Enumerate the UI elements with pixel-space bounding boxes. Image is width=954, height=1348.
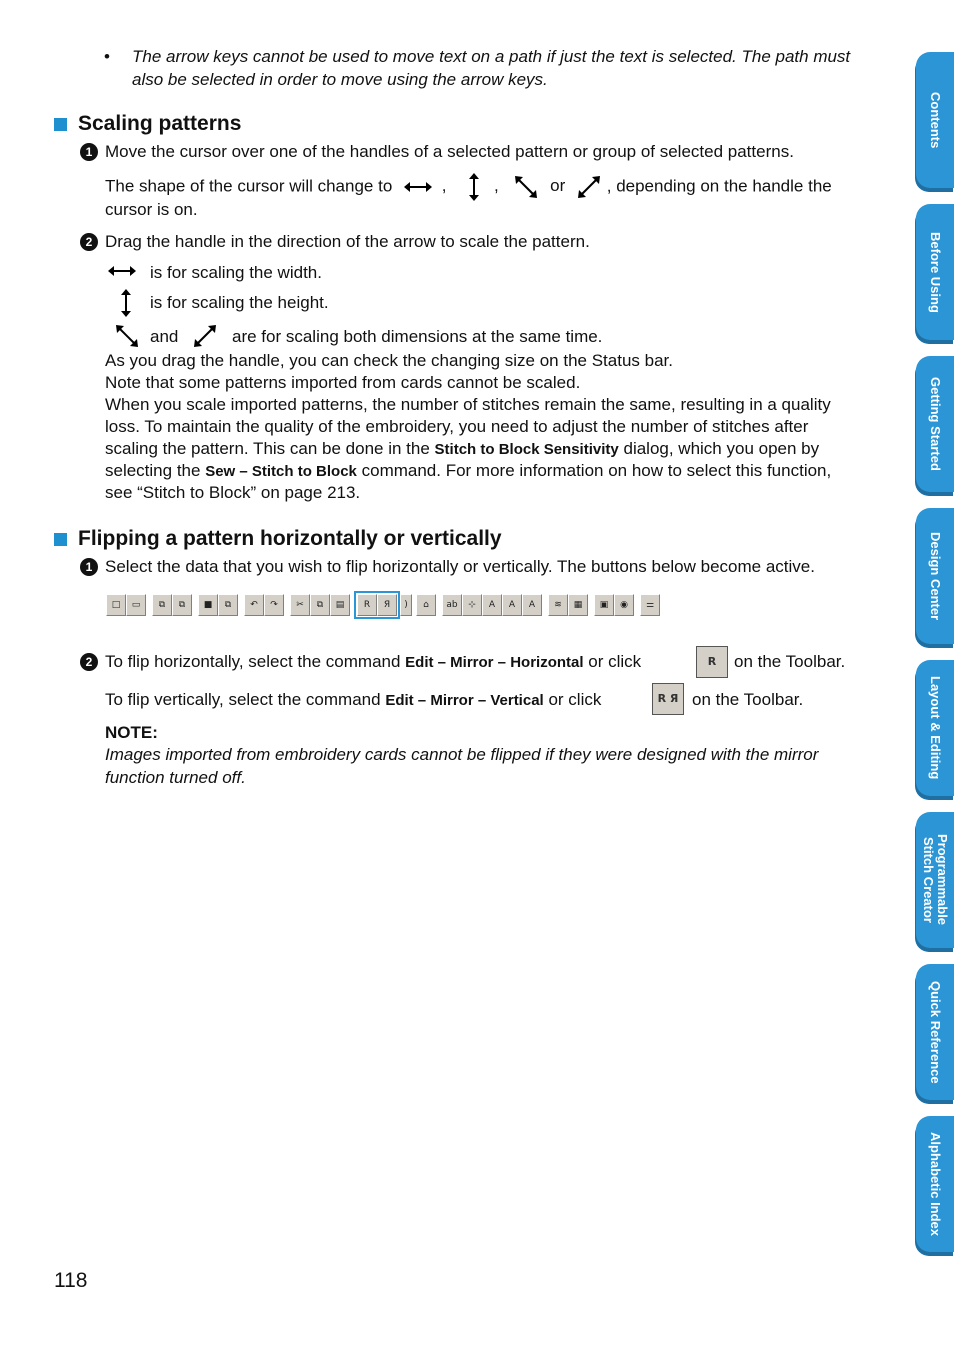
diagonal-nwse-cursor-icon bbox=[513, 174, 539, 200]
section-square-icon bbox=[54, 118, 67, 131]
tab-label: Getting Started bbox=[928, 377, 943, 471]
copy-icon[interactable]: ⧉ bbox=[310, 594, 330, 616]
tab-label: Quick Reference bbox=[928, 980, 943, 1084]
both-text: are for scaling both dimensions at the same time. bbox=[232, 327, 603, 346]
tab-contents[interactable] bbox=[916, 52, 954, 188]
step-number-1b: 1 bbox=[80, 558, 98, 576]
comma-1: , bbox=[441, 176, 447, 196]
step-number-2b: 2 bbox=[80, 653, 98, 671]
scaling-p3-line5: see “Stitch to Block” on page 213. bbox=[105, 483, 361, 502]
text-arc-icon[interactable]: A bbox=[522, 594, 542, 616]
edit-mirror-vertical-command: Edit – Mirror – Vertical bbox=[385, 692, 544, 709]
tab-quick-reference[interactable] bbox=[916, 964, 954, 1100]
flipping-step1-text: Select the data that you wish to flip horizontally or vertically. The buttons below become active. bbox=[105, 557, 815, 576]
text-vertical-icon[interactable]: A bbox=[502, 594, 522, 616]
flip-h-b: or click bbox=[588, 652, 642, 671]
tab-label: Design Center bbox=[928, 531, 943, 621]
diagonal-nwse-icon bbox=[114, 323, 140, 349]
import-icon[interactable]: ⧉ bbox=[152, 594, 172, 616]
realistic-preview-icon[interactable]: ◉ bbox=[614, 594, 634, 616]
open-file-icon[interactable]: ▭ bbox=[126, 594, 146, 616]
comma-2: , bbox=[493, 176, 499, 196]
tab-label: Before Using bbox=[928, 231, 943, 313]
or-word: or bbox=[550, 176, 566, 196]
cursor-line-a: The shape of the cursor will change to bbox=[105, 176, 393, 196]
stitch-to-block-sensitivity-command: Stitch to Block Sensitivity bbox=[434, 441, 619, 458]
text-path-icon[interactable]: ⊹ bbox=[462, 594, 482, 616]
page-number: 118 bbox=[54, 1269, 88, 1292]
tab-before-using[interactable] bbox=[916, 204, 954, 340]
mirror-horizontal-button-icon[interactable]: R bbox=[696, 646, 728, 678]
height-text: is for scaling the height. bbox=[150, 293, 329, 312]
width-text: is for scaling the width. bbox=[150, 263, 322, 282]
text-abc-icon[interactable]: A bbox=[482, 594, 502, 616]
mirror-vertical-button-icon[interactable]: R Я bbox=[652, 683, 684, 715]
flip-horizontal-line bbox=[105, 651, 641, 674]
tab-design-center[interactable] bbox=[916, 508, 954, 644]
vertical-resize-icon bbox=[117, 288, 135, 318]
text-icon[interactable]: ab bbox=[442, 594, 462, 616]
tab-getting-started[interactable] bbox=[916, 356, 954, 492]
rotate-icon[interactable]: ) bbox=[400, 594, 412, 616]
note-line1: Images imported from embroidery cards cannot be flipped if they were designed with the mirror bbox=[105, 745, 819, 764]
section-square-icon-2 bbox=[54, 533, 67, 546]
scaling-p3-line4 bbox=[105, 460, 831, 483]
flip-h-c: on the Toolbar. bbox=[734, 652, 846, 671]
import2-icon[interactable]: ⧉ bbox=[172, 594, 192, 616]
tab-label: Programmable Stitch Creator bbox=[921, 834, 950, 926]
tab-layout-editing[interactable] bbox=[916, 660, 954, 796]
scaling-step1-text: Move the cursor over one of the handles of a selected pattern or group of selected patterns. bbox=[105, 142, 794, 161]
p3-line3-b: dialog, which you open by bbox=[623, 439, 820, 458]
pattern-icon[interactable]: ≋ bbox=[548, 594, 568, 616]
toolbar bbox=[106, 593, 660, 617]
scaling-p3-line3 bbox=[105, 438, 819, 461]
cursor-line-c: cursor is on. bbox=[105, 200, 198, 219]
tab-label: Layout & Editing bbox=[928, 676, 943, 780]
cursor-line-b: , depending on the handle the bbox=[606, 176, 832, 196]
preview-icon[interactable]: ▣ bbox=[594, 594, 614, 616]
tab-programmable-stitch-creator[interactable] bbox=[916, 812, 954, 948]
paste-icon[interactable]: ▤ bbox=[330, 594, 350, 616]
horizontal-resize-cursor-icon bbox=[403, 179, 433, 195]
horizontal-resize-icon bbox=[107, 263, 137, 279]
note-label: NOTE: bbox=[105, 723, 158, 742]
flip-vertical-line bbox=[105, 689, 601, 712]
scaling-p3-line1: When you scale imported patterns, the number of stitches remain the same, resulting in a quality bbox=[105, 395, 831, 414]
tab-label: Contents bbox=[928, 91, 943, 149]
vertical-resize-cursor-icon bbox=[465, 172, 483, 202]
p3-line4-a: selecting the bbox=[105, 461, 201, 480]
bullet-note-line1: The arrow keys cannot be used to move text on a path if just the text is selected. The path must bbox=[132, 47, 851, 66]
and-word: and bbox=[150, 327, 179, 346]
stitch-icon[interactable]: ▦ bbox=[568, 594, 588, 616]
mirror-horizontal-icon[interactable]: R bbox=[357, 594, 377, 616]
step-number-2: 2 bbox=[80, 233, 98, 251]
sew-icon[interactable]: ⚌ bbox=[640, 594, 660, 616]
diagonal-nesw-cursor-icon bbox=[576, 174, 602, 200]
save-as-icon[interactable]: ⧉ bbox=[218, 594, 238, 616]
bullet-symbol: • bbox=[104, 47, 110, 66]
sew-stitch-to-block-command: Sew – Stitch to Block bbox=[205, 463, 357, 480]
scaling-step2-text: Drag the handle in the direction of the arrow to scale the pattern. bbox=[105, 232, 590, 251]
step-number-1: 1 bbox=[80, 143, 98, 161]
select-icon[interactable]: ⌂ bbox=[416, 594, 436, 616]
scaling-p3-line2: loss. To maintain the quality of the embroidery, you need to adjust the number of stitches after bbox=[105, 417, 809, 436]
flip-v-c: on the Toolbar. bbox=[692, 690, 804, 709]
mirror-vertical-icon[interactable]: Я bbox=[377, 594, 397, 616]
undo-icon[interactable]: ↶ bbox=[244, 594, 264, 616]
bullet-note-line2: also be selected in order to move using the arrow keys. bbox=[132, 70, 548, 89]
p3-line4-b: command. For more information on how to select this function, bbox=[361, 461, 832, 480]
mirror-buttons-highlight bbox=[354, 591, 400, 619]
tab-label: Alphabetic Index bbox=[928, 1131, 943, 1237]
flip-v-a: To flip vertically, select the command bbox=[105, 690, 381, 709]
flip-h-a: To flip horizontally, select the command bbox=[105, 652, 401, 671]
cursor-shape-line bbox=[105, 172, 832, 202]
tab-alphabetic-index[interactable] bbox=[916, 1116, 954, 1252]
scaling-p2: Note that some patterns imported from cards cannot be scaled. bbox=[105, 373, 581, 392]
edit-mirror-horizontal-command: Edit – Mirror – Horizontal bbox=[405, 654, 584, 671]
save-icon[interactable]: ■ bbox=[198, 594, 218, 616]
new-file-icon[interactable]: □ bbox=[106, 594, 126, 616]
note-line2: function turned off. bbox=[105, 768, 246, 787]
redo-icon[interactable]: ↷ bbox=[264, 594, 284, 616]
cut-icon[interactable]: ✂ bbox=[290, 594, 310, 616]
diagonal-nesw-icon bbox=[192, 323, 218, 349]
section-title-flipping: Flipping a pattern horizontally or vertically bbox=[78, 527, 502, 550]
section-title-scaling: Scaling patterns bbox=[78, 112, 242, 135]
scaling-p1: As you drag the handle, you can check the changing size on the Status bar. bbox=[105, 351, 673, 370]
flip-v-b: or click bbox=[548, 690, 602, 709]
p3-line3-a: scaling the pattern. This can be done in the bbox=[105, 439, 430, 458]
